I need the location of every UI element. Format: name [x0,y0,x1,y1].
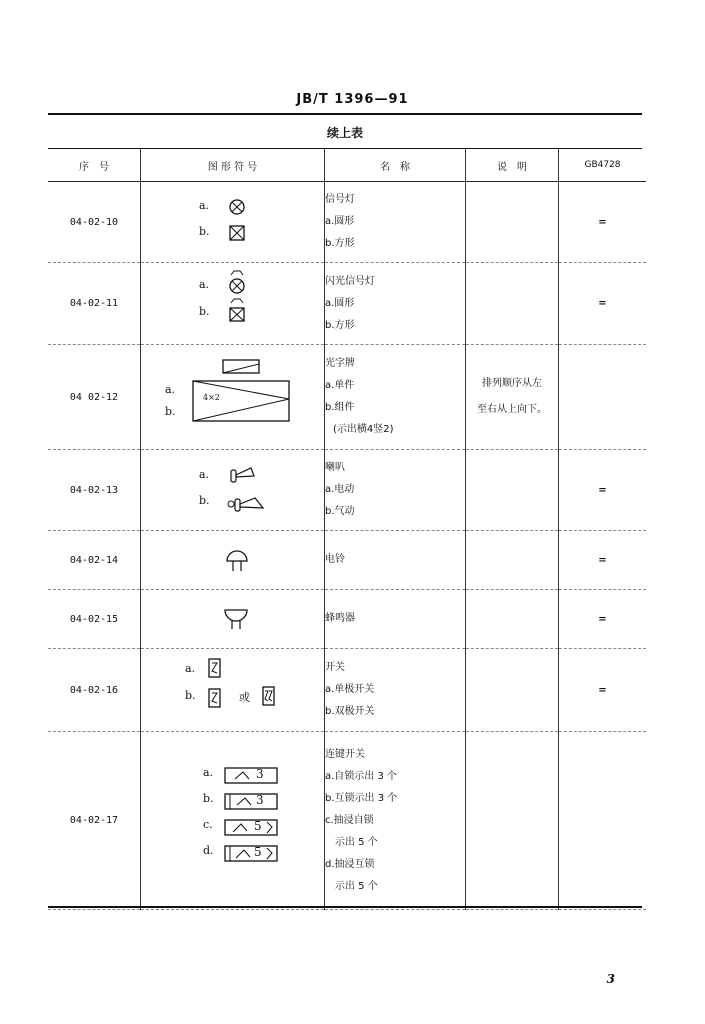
name-line: 闪光信号灯 [325,275,375,287]
name-line: 示出 5 个 [325,836,378,848]
digit-d: 5 [254,845,262,859]
symbol-cell [141,182,325,263]
col-header-seq: 序 号 [48,149,141,182]
mark-c: c. [203,818,213,831]
indicator-panel-icon [141,345,324,449]
symbol-cell [141,649,325,732]
note-line: 排列顺序从左 [482,378,542,389]
name-cell [325,263,466,345]
name-line: a.电动 [325,484,355,495]
array-label: 4×2 [203,393,220,402]
row-id: 04-02-11 [48,263,141,345]
row-id: 04 02-12 [48,345,141,450]
name-line: (示出横4竖2) [333,424,394,435]
table-row [48,590,646,649]
symbol-cell [141,345,325,450]
mark-b: b. [165,405,176,418]
note-cell [466,182,559,263]
mark-b: b. [185,689,196,702]
table-row [48,732,646,910]
name-cell [325,649,466,732]
table-row [48,450,646,531]
name-line: b.方形 [325,319,355,331]
name-line: b.方形 [325,238,355,249]
buzzer-icon [141,590,324,648]
row-id: 04-02-14 [48,531,141,590]
name-line: c.抽浸自锁 [325,814,374,826]
name-cell [325,732,466,910]
name-line: 示出 5 个 [325,880,378,892]
mark-a: a. [199,278,210,291]
name-line: a.自锁示出 3 个 [325,770,398,782]
mark-d: d. [203,844,214,857]
table-row [48,263,646,345]
symbol-cell [141,263,325,345]
gb-cell: = [559,590,647,649]
note-line: 至右从上向下。 [477,404,547,415]
note-cell [466,590,559,649]
symbol-table [48,149,646,910]
mark-b: b. [203,792,214,805]
table-row [48,182,646,263]
mark-a: a. [199,468,210,481]
mark-a: a. [185,662,196,675]
name-line: b.双极开关 [325,706,375,717]
name-line: a.单极开关 [325,684,375,695]
name-line: 开关 [325,662,345,673]
col-header-note: 说 明 [466,149,559,182]
switch-icon [141,649,324,731]
digit-b: 3 [256,793,264,807]
mark-a: a. [203,766,214,779]
note-cell [466,531,559,590]
name-line: a.圆形 [325,216,355,227]
table-row [48,649,646,732]
name-line: 电铃 [325,554,345,565]
mark-b: b. [199,225,210,238]
name-cell [325,182,466,263]
digit-a: 3 [256,767,264,781]
gb-cell: = [559,182,647,263]
name-cell [325,450,466,531]
symbol-cell [141,590,325,649]
ganged-switch-icon [141,732,324,909]
row-id: 04-02-17 [48,732,141,910]
gb-cell: = [559,263,647,345]
table-row [48,345,646,450]
name-cell [325,345,466,450]
name-cell [325,590,466,649]
table-row [48,531,646,590]
col-header-name: 名 称 [325,149,466,182]
name-line: b.气动 [325,506,355,517]
name-line: a.圆形 [325,297,355,309]
table-bottom-rule [48,906,642,908]
gb-cell: = [559,450,647,531]
page-number: 3 [606,972,615,986]
col-header-gb: GB4728 [559,149,647,182]
gb-cell [559,345,647,450]
name-line: 连键开关 [325,748,365,760]
name-line: 光字牌 [325,358,355,369]
note-cell [466,649,559,732]
symbol-cell [141,732,325,910]
row-id: 04-02-15 [48,590,141,649]
row-id: 04-02-13 [48,450,141,531]
name-line: 信号灯 [325,194,355,205]
header-row [48,149,646,182]
digit-c: 5 [254,819,262,833]
gb-cell [559,732,647,910]
col-header-symbol: 图 形 符 号 [141,149,325,182]
document-code: JB/T 1396—91 [296,92,409,107]
flash-signal-lamp-icon [141,263,324,344]
symbol-cell [141,450,325,531]
note-cell [466,732,559,910]
symbol-cell [141,531,325,590]
gb-cell: = [559,531,647,590]
name-line: a.单件 [325,380,355,391]
header-rule [48,113,642,115]
name-line: 喇叭 [325,462,345,473]
name-line: b.组件 [325,402,355,413]
name-line: b.互锁示出 3 个 [325,792,398,804]
name-line: d.抽浸互锁 [325,858,375,870]
bell-icon [141,531,324,589]
mark-a: a. [165,383,176,396]
gb-cell: = [559,649,647,732]
name-line: 蜂鸣器 [325,613,355,624]
row-id: 04-02-10 [48,182,141,263]
or-label: 或 [239,691,250,704]
row-id: 04-02-16 [48,649,141,732]
note-cell [466,263,559,345]
horn-icon [141,450,324,530]
name-cell [325,531,466,590]
signal-lamp-icon [141,182,324,262]
mark-b: b. [199,494,210,507]
mark-a: a. [199,199,210,212]
note-cell [466,345,559,450]
table-caption: 续上表 [326,126,363,140]
mark-b: b. [199,305,210,318]
note-cell [466,450,559,531]
